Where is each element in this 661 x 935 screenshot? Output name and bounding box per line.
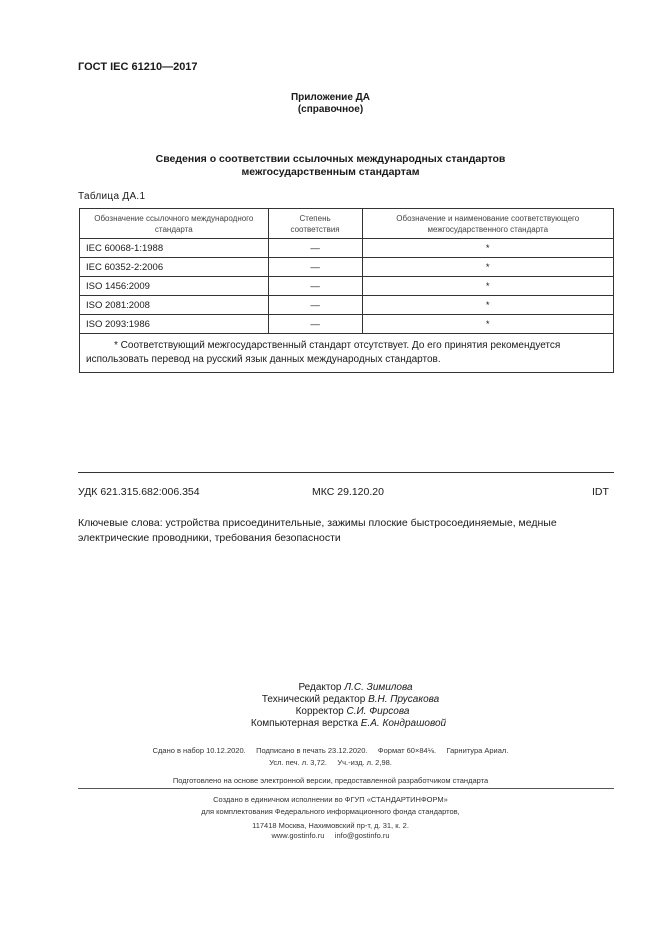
cell-reference: ISO 2093:1986 [80, 315, 269, 334]
table-row [80, 296, 614, 315]
publisher-line-2: для комплектования Федерального информационного фонда стандартов, [201, 807, 460, 816]
cell-degree: — [268, 258, 362, 277]
sheets-info: Усл. печ. л. 3,72. Уч.-изд. л. 2,98. [269, 758, 392, 767]
credit-tech-editor [0, 694, 661, 706]
cell-degree: — [268, 296, 362, 315]
section-title-line-1: Сведения о соответствии ссылочных международных стандартов [155, 153, 506, 165]
cell-interstate: * [362, 258, 613, 277]
divider [78, 788, 614, 789]
cell-reference: IEC 60068-1:1988 [80, 239, 269, 258]
cell-interstate: * [362, 277, 613, 296]
table-note [80, 334, 614, 373]
cell-degree: — [268, 239, 362, 258]
table-note-text: * Соответствующий межгосударственный стандарт отсутствует. До его принятия рекомендуется использовать перевод на русский язык данных международных стандартов. [86, 340, 561, 365]
keywords: Ключевые слова: устройства присоединительные, зажимы плоские быстросоединяемые, медные электрические проводники, требования безопасности [78, 517, 557, 544]
cell-reference: ISO 2081:2008 [80, 296, 269, 315]
publisher-web: www.gostinfo.ru info@gostinfo.ru [271, 831, 390, 840]
table-row [80, 315, 614, 334]
credits-block [0, 682, 661, 730]
corrector-role: Корректор [295, 706, 344, 717]
cell-reference: ISO 1456:2009 [80, 277, 269, 296]
credit-editor [0, 682, 661, 694]
table-label: Таблица ДА.1 [78, 191, 146, 202]
reference-table [79, 208, 614, 373]
annex-title: Приложение ДА [290, 92, 371, 103]
column-header-reference: Обозначение ссылочного международного стандарта [80, 209, 269, 239]
column-header-degree: Степень соответствия [268, 209, 362, 239]
table-row [80, 277, 614, 296]
layout-name: Е.А. Кондрашовой [360, 718, 447, 729]
cell-interstate: * [362, 315, 613, 334]
publisher-address: 117418 Москва, Нахимовский пр-т, д. 31, к. 2. [252, 821, 409, 830]
prepared-info: Подготовлено на основе электронной версии, предоставленной разработчиком стандарта [172, 776, 489, 785]
cell-degree: — [268, 315, 362, 334]
idt-code: IDT [592, 486, 609, 498]
mks-code: МКС 29.120.20 [312, 486, 384, 498]
table-header-row [80, 209, 614, 239]
credit-corrector [0, 706, 661, 718]
table-row [80, 258, 614, 277]
table-note-row [80, 334, 614, 373]
layout-role: Компьютерная верстка [250, 718, 359, 729]
document-code: ГОСТ IEC 61210—2017 [78, 61, 198, 73]
cell-reference: IEC 60352-2:2006 [80, 258, 269, 277]
cell-interstate: * [362, 296, 613, 315]
section-title-line-2: межгосударственным стандартам [241, 166, 420, 178]
divider [78, 472, 614, 473]
annex-subtitle: (справочное) [297, 104, 364, 115]
corrector-name: С.И. Фирсова [346, 706, 410, 717]
print-info: Сдано в набор 10.12.2020. Подписано в печать 23.12.2020. Формат 60×84⅛. Гарнитура Ариал. [152, 746, 509, 755]
udk-code: УДК 621.315.682:006.354 [78, 486, 200, 498]
cell-degree: — [268, 277, 362, 296]
editor-role: Редактор [298, 682, 342, 693]
editor-name: Л.С. Зимилова [344, 682, 413, 693]
cell-interstate: * [362, 239, 613, 258]
table-row [80, 239, 614, 258]
publisher-line-1: Создано в единичном исполнении во ФГУП «СТАНДАРТИНФОРМ» [213, 795, 448, 804]
credit-layout [0, 718, 661, 730]
column-header-interstate: Обозначение и наименование соответствующего межгосударственного стандарта [362, 209, 613, 239]
tech-editor-name: В.Н. Прусакова [368, 694, 440, 705]
tech-editor-role: Технический редактор [261, 694, 366, 705]
